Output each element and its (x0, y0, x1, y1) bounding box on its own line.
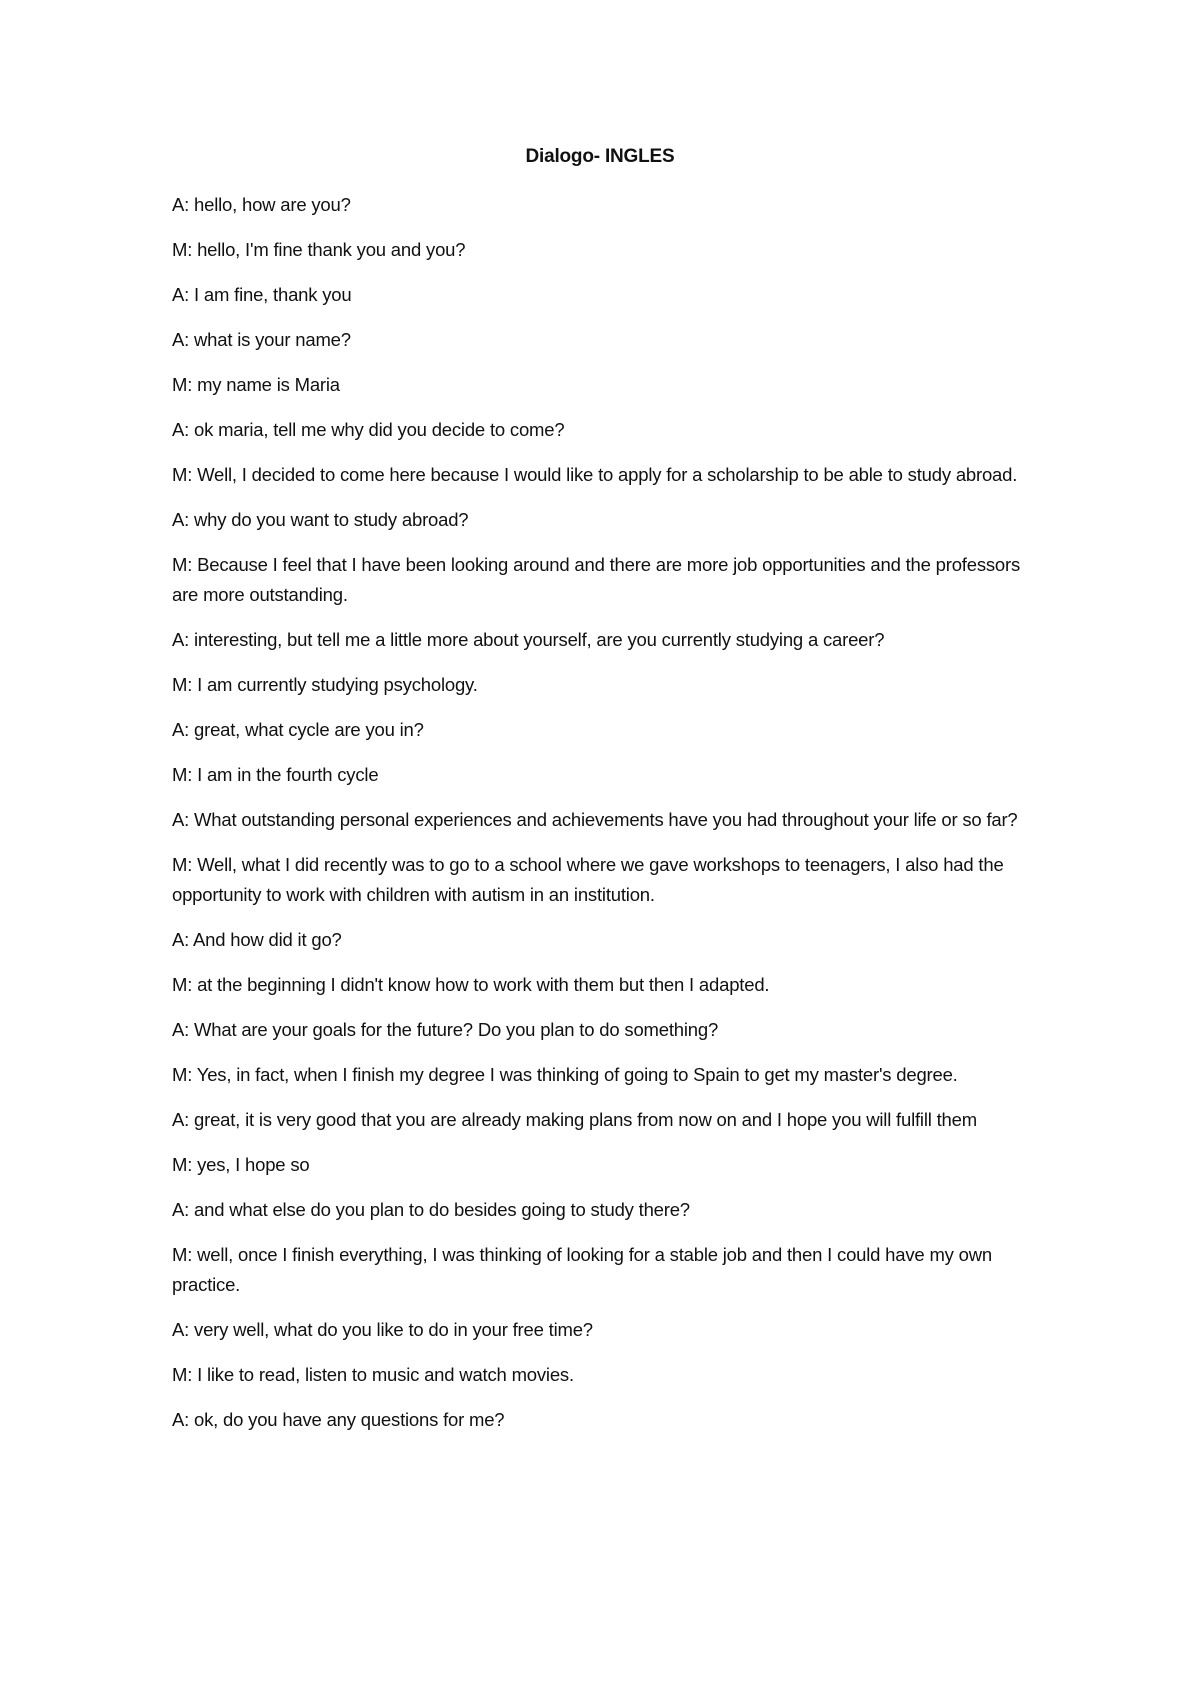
dialogue-line: M: I am currently studying psychology. (172, 674, 478, 695)
dialogue-line: A: hello, how are you? (172, 194, 351, 215)
dialogue-line: M: well, once I finish everything, I was thinking of looking for a stable job and then I could have my own practice. (172, 1244, 992, 1295)
dialogue-line: M: at the beginning I didn't know how to work with them but then I adapted. (172, 974, 770, 995)
dialogue-line: A: I am fine, thank you (172, 284, 352, 305)
document-title: Dialogo- INGLES (525, 146, 675, 167)
dialogue-line: A: What are your goals for the future? Do you plan to do something? (172, 1019, 719, 1040)
dialogue-list (172, 190, 1042, 1450)
dialogue-line: M: Yes, in fact, when I finish my degree I was thinking of going to Spain to get my master's degree. (172, 1064, 958, 1085)
dialogue-line: M: Well, I decided to come here because I would like to apply for a scholarship to be able to study abroad. (172, 464, 1018, 485)
dialogue-line: M: I am in the fourth cycle (172, 764, 379, 785)
dialogue-line: M: hello, I'm fine thank you and you? (172, 239, 466, 260)
dialogue-line: A: why do you want to study abroad? (172, 509, 469, 530)
dialogue-line: A: and what else do you plan to do besides going to study there? (172, 1199, 690, 1220)
dialogue-line: A: what is your name? (172, 329, 351, 350)
dialogue-line: A: great, it is very good that you are already making plans from now on and I hope you will fulfill them (172, 1109, 977, 1130)
dialogue-line: A: ok, do you have any questions for me? (172, 1409, 505, 1430)
dialogue-line: M: Well, what I did recently was to go to a school where we gave workshops to teenagers, I also had the opportunity to work with children with autism in an institution. (172, 854, 1004, 905)
dialogue-line: M: yes, I hope so (172, 1154, 310, 1175)
dialogue-line: A: interesting, but tell me a little more about yourself, are you currently studying a career? (172, 629, 885, 650)
dialogue-line: A: great, what cycle are you in? (172, 719, 424, 740)
dialogue-line: A: And how did it go? (172, 929, 342, 950)
dialogue-line: M: I like to read, listen to music and watch movies. (172, 1364, 574, 1385)
dialogue-line: M: my name is Maria (172, 374, 340, 395)
dialogue-line: A: What outstanding personal experiences and achievements have you had throughout your life or so far? (172, 809, 1018, 830)
dialogue-line: A: very well, what do you like to do in your free time? (172, 1319, 593, 1340)
dialogue-line: M: Because I feel that I have been looking around and there are more job opportunities and the professors are more outstanding. (172, 554, 1021, 605)
dialogue-line: A: ok maria, tell me why did you decide to come? (172, 419, 565, 440)
